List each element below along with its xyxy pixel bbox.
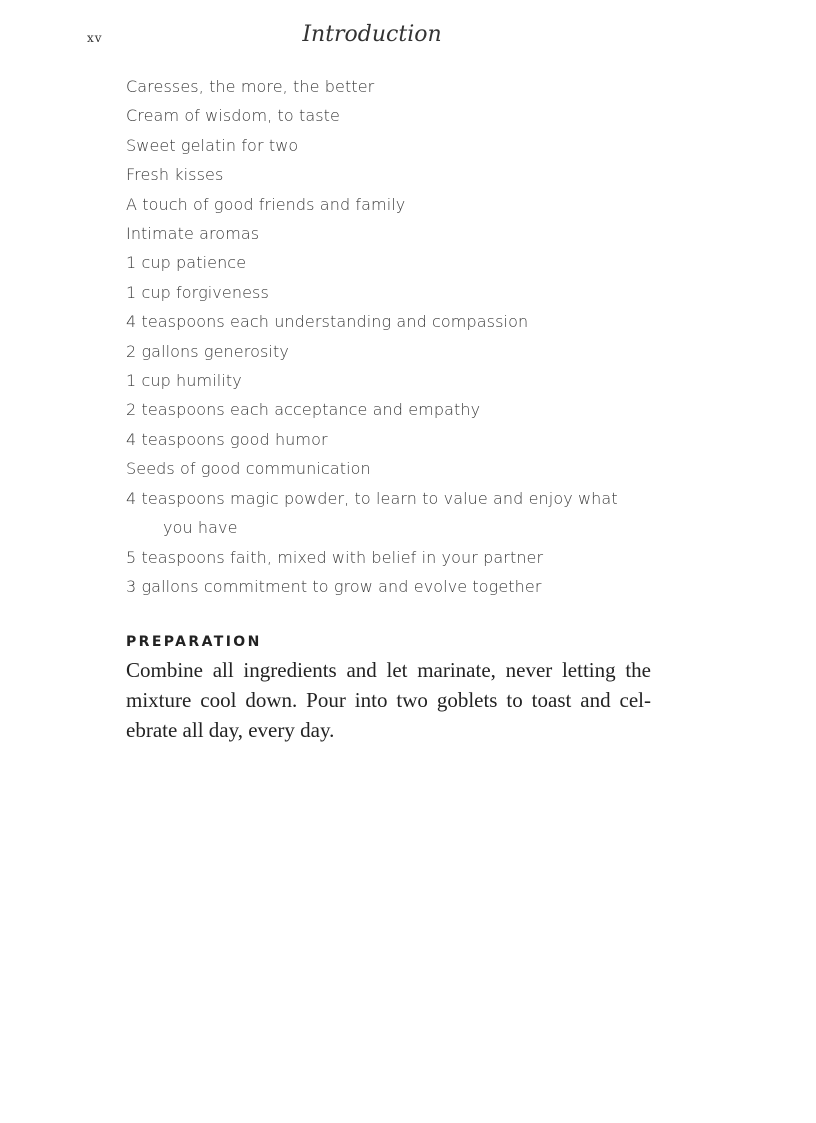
running-head: Introduction xyxy=(302,22,442,47)
ingredient-item: A touch of good friends and family xyxy=(126,194,406,214)
ingredient-item: 1 cup humility xyxy=(126,371,242,391)
ingredient-item: 3 gallons commitment to grow and evolve together xyxy=(126,576,542,596)
ingredient-item: 4 teaspoons good humor xyxy=(126,429,328,449)
ingredient-item: 4 teaspoons each understanding and compassion xyxy=(126,312,529,332)
ingredient-item: Caresses, the more, the better xyxy=(126,77,375,96)
ingredient-item: Cream of wisdom, to taste xyxy=(126,106,340,126)
ingredient-item: Fresh kisses xyxy=(126,165,224,185)
preparation-heading: PREPARATION xyxy=(126,634,262,650)
page-number: xv xyxy=(87,31,103,45)
ingredient-item: Sweet gelatin for two xyxy=(126,135,299,155)
ingredient-item-continuation xyxy=(126,513,646,542)
ingredient-item: 1 cup forgiveness xyxy=(126,282,269,302)
ingredient-item: 5 teaspoons faith, mixed with belief in your partner xyxy=(126,547,544,567)
ingredient-wrap-text: you have xyxy=(163,518,238,538)
ingredient-item: 2 gallons generosity xyxy=(126,341,289,361)
ingredient-item: Intimate aromas xyxy=(126,224,260,244)
ingredient-list xyxy=(126,72,646,601)
ingredient-item: 2 teaspoons each acceptance and empathy xyxy=(126,400,481,420)
ingredient-item: Seeds of good communication xyxy=(126,459,371,479)
ingredient-item: 4 teaspoons magic powder, to learn to value and enjoy what xyxy=(126,488,618,508)
ingredient-item: 1 cup patience xyxy=(126,253,247,273)
preparation-text: Combine all ingredients and let marinate, never letting the mixture cool down. Pour into two goblets to toast and cel-ebrate all day, every day. xyxy=(126,658,651,742)
